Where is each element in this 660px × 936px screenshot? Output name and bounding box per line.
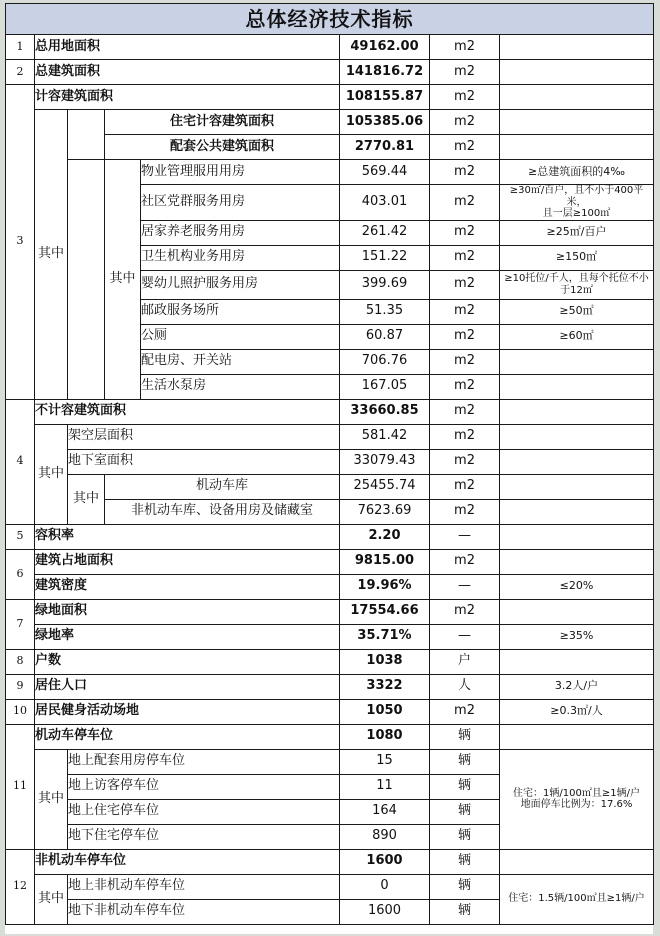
row-remark	[500, 399, 654, 424]
table-row	[6, 549, 654, 574]
row-value: 581.42	[340, 424, 430, 449]
row-label: 总用地面积	[35, 35, 340, 60]
row-unit: m2	[430, 599, 500, 624]
row-unit: m2	[430, 549, 500, 574]
row-value: 25455.74	[340, 474, 430, 499]
qizhong-label: 其中	[35, 424, 68, 524]
remark-line: 且一层≥100㎡	[542, 208, 611, 219]
row-label: 住宅计容建筑面积	[105, 110, 340, 135]
row-label: 卫生机构业务用房	[141, 245, 340, 270]
row-number: 12	[6, 849, 35, 924]
row-label: 绿地率	[35, 624, 340, 649]
row-number: 8	[6, 649, 35, 674]
row-number: 7	[6, 599, 35, 649]
row-remark	[500, 374, 654, 399]
table-row	[6, 849, 654, 874]
row-value: 33079.43	[340, 449, 430, 474]
row-unit: m2	[430, 245, 500, 270]
row-unit: m2	[430, 374, 500, 399]
row-remark	[500, 349, 654, 374]
row-value: 569.44	[340, 160, 430, 185]
table-row	[6, 749, 654, 774]
table-row	[6, 574, 654, 599]
row-unit: m2	[430, 424, 500, 449]
empty-cell	[68, 160, 105, 400]
table-row	[6, 399, 654, 424]
row-value: 17554.66	[340, 599, 430, 624]
qizhong-label: 其中	[35, 110, 68, 400]
row-unit: —	[430, 574, 500, 599]
row-number: 10	[6, 699, 35, 724]
row-value: 33660.85	[340, 399, 430, 424]
row-label: 机动车停车位	[35, 724, 340, 749]
row-label: 地上住宅停车位	[68, 799, 340, 824]
row-value: 1600	[340, 899, 430, 924]
row-remark: 住宅：1.5辆/100㎡且≥1辆/户	[500, 874, 654, 924]
row-label: 邮政服务场所	[141, 299, 340, 324]
row-value: 35.71%	[340, 624, 430, 649]
remark-line: 住宅：1辆/100㎡且≥1辆/户	[513, 787, 640, 799]
table-row	[6, 599, 654, 624]
row-remark: 3.2人/户	[500, 674, 654, 699]
qizhong-label: 其中	[35, 874, 68, 924]
row-label: 居家养老服务用房	[141, 220, 340, 245]
row-number: 6	[6, 549, 35, 599]
row-unit: 辆	[430, 774, 500, 799]
row-value: 7623.69	[340, 499, 430, 524]
row-value: 1600	[340, 849, 430, 874]
row-value: 151.22	[340, 245, 430, 270]
table-row	[6, 874, 654, 899]
row-unit: m2	[430, 35, 500, 60]
qizhong-label: 其中	[68, 474, 105, 524]
row-remark	[500, 749, 654, 849]
row-remark: ≥50㎡	[500, 299, 654, 324]
row-unit: 辆	[430, 799, 500, 824]
row-label: 生活水泵房	[141, 374, 340, 399]
row-label: 社区党群服务用房	[141, 185, 340, 221]
row-label: 地下室面积	[68, 449, 340, 474]
row-remark	[500, 499, 654, 524]
row-remark	[500, 849, 654, 874]
row-remark: ≥60㎡	[500, 324, 654, 349]
row-label: 居民健身活动场地	[35, 699, 340, 724]
row-remark	[500, 135, 654, 160]
row-value: 167.05	[340, 374, 430, 399]
row-label: 配套公共建筑面积	[105, 135, 340, 160]
empty-cell	[68, 110, 105, 160]
row-value: 164	[340, 799, 430, 824]
row-unit: m2	[430, 299, 500, 324]
row-value: 49162.00	[340, 35, 430, 60]
row-value: 1080	[340, 724, 430, 749]
row-remark: ≤20%	[500, 574, 654, 599]
row-unit: 人	[430, 674, 500, 699]
table-row	[6, 724, 654, 749]
row-value: 403.01	[340, 185, 430, 221]
row-unit: m2	[430, 324, 500, 349]
row-label: 地上配套用房停车位	[68, 749, 340, 774]
row-remark: ≥150㎡	[500, 245, 654, 270]
row-remark: ≥总建筑面积的4‰	[500, 160, 654, 185]
row-value: 2.20	[340, 524, 430, 549]
row-value: 3322	[340, 674, 430, 699]
row-remark	[500, 549, 654, 574]
table-row	[6, 474, 654, 499]
row-unit: —	[430, 624, 500, 649]
indicator-table	[5, 3, 654, 925]
row-value: 105385.06	[340, 110, 430, 135]
row-label: 建筑占地面积	[35, 549, 340, 574]
table-row	[6, 524, 654, 549]
row-label: 公厕	[141, 324, 340, 349]
row-value: 1050	[340, 699, 430, 724]
row-unit: m2	[430, 499, 500, 524]
row-unit: m2	[430, 110, 500, 135]
row-unit: m2	[430, 699, 500, 724]
row-value: 108155.87	[340, 85, 430, 110]
remark-line: ≥10托位/千人，且每个托位不小	[504, 273, 649, 284]
row-unit: m2	[430, 85, 500, 110]
row-label: 地下非机动车停车位	[68, 899, 340, 924]
row-unit: 辆	[430, 724, 500, 749]
row-unit: m2	[430, 160, 500, 185]
row-remark	[500, 270, 654, 299]
row-label: 户数	[35, 649, 340, 674]
row-unit: m2	[430, 270, 500, 299]
table-row	[6, 674, 654, 699]
row-value: 2770.81	[340, 135, 430, 160]
row-number: 5	[6, 524, 35, 549]
row-number: 4	[6, 399, 35, 524]
table-row	[6, 35, 654, 60]
row-remark: ≥25㎡/百户	[500, 220, 654, 245]
row-remark	[500, 35, 654, 60]
table-row	[6, 60, 654, 85]
row-label: 物业管理服用用房	[141, 160, 340, 185]
row-remark	[500, 599, 654, 624]
row-value: 0	[340, 874, 430, 899]
row-number: 9	[6, 674, 35, 699]
row-value: 51.35	[340, 299, 430, 324]
row-label: 非机动车库、设备用房及储藏室	[105, 499, 340, 524]
table-row	[6, 110, 654, 135]
row-remark	[500, 724, 654, 749]
row-value: 399.69	[340, 270, 430, 299]
row-value: 261.42	[340, 220, 430, 245]
row-unit: m2	[430, 399, 500, 424]
row-unit: m2	[430, 349, 500, 374]
row-remark	[500, 649, 654, 674]
row-value: 1038	[340, 649, 430, 674]
row-remark	[500, 424, 654, 449]
row-number: 1	[6, 35, 35, 60]
table-row	[6, 449, 654, 474]
row-unit: 户	[430, 649, 500, 674]
row-unit: m2	[430, 220, 500, 245]
row-unit: 辆	[430, 899, 500, 924]
row-label: 建筑密度	[35, 574, 340, 599]
row-value: 706.76	[340, 349, 430, 374]
row-label: 计容建筑面积	[35, 85, 340, 110]
row-unit: 辆	[430, 824, 500, 849]
row-label: 不计容建筑面积	[35, 399, 340, 424]
row-label: 地下住宅停车位	[68, 824, 340, 849]
row-unit: 辆	[430, 849, 500, 874]
row-value: 15	[340, 749, 430, 774]
table-row	[6, 424, 654, 449]
row-label: 地上访客停车位	[68, 774, 340, 799]
row-value: 11	[340, 774, 430, 799]
row-label: 容积率	[35, 524, 340, 549]
row-unit: m2	[430, 60, 500, 85]
row-number: 2	[6, 60, 35, 85]
row-remark	[500, 185, 654, 221]
table-row	[6, 624, 654, 649]
table-title: 总体经济技术指标	[6, 4, 654, 35]
table-row	[6, 85, 654, 110]
row-unit: m2	[430, 135, 500, 160]
row-remark	[500, 60, 654, 85]
row-unit: —	[430, 524, 500, 549]
row-number: 11	[6, 724, 35, 849]
qizhong-label: 其中	[35, 749, 68, 849]
indicator-sheet	[5, 3, 653, 934]
table-row	[6, 160, 654, 185]
row-value: 9815.00	[340, 549, 430, 574]
row-unit: 辆	[430, 749, 500, 774]
row-label: 非机动车停车位	[35, 849, 340, 874]
row-number: 3	[6, 85, 35, 400]
row-label: 机动车库	[105, 474, 340, 499]
row-remark	[500, 449, 654, 474]
row-unit: m2	[430, 185, 500, 221]
row-label: 婴幼儿照护服务用房	[141, 270, 340, 299]
row-label: 绿地面积	[35, 599, 340, 624]
row-remark	[500, 524, 654, 549]
row-remark: ≥0.3㎡/人	[500, 699, 654, 724]
remark-line: 地面停车比例为：17.6%	[520, 799, 633, 810]
row-unit: 辆	[430, 874, 500, 899]
row-label: 地上非机动车停车位	[68, 874, 340, 899]
row-value: 890	[340, 824, 430, 849]
row-remark	[500, 85, 654, 110]
row-label: 配电房、开关站	[141, 349, 340, 374]
row-value: 19.96%	[340, 574, 430, 599]
row-label: 居住人口	[35, 674, 340, 699]
row-remark: ≥35%	[500, 624, 654, 649]
row-label: 总建筑面积	[35, 60, 340, 85]
row-label: 架空层面积	[68, 424, 340, 449]
row-unit: m2	[430, 474, 500, 499]
remark-line: 于12㎡	[560, 284, 593, 296]
remark-line: ≥30㎡/百户，且不小于400平米，	[509, 185, 644, 208]
qizhong-label: 其中	[105, 160, 141, 400]
row-unit: m2	[430, 449, 500, 474]
table-row	[6, 649, 654, 674]
row-value: 141816.72	[340, 60, 430, 85]
row-remark	[500, 110, 654, 135]
row-value: 60.87	[340, 324, 430, 349]
table-row	[6, 699, 654, 724]
row-remark	[500, 474, 654, 499]
